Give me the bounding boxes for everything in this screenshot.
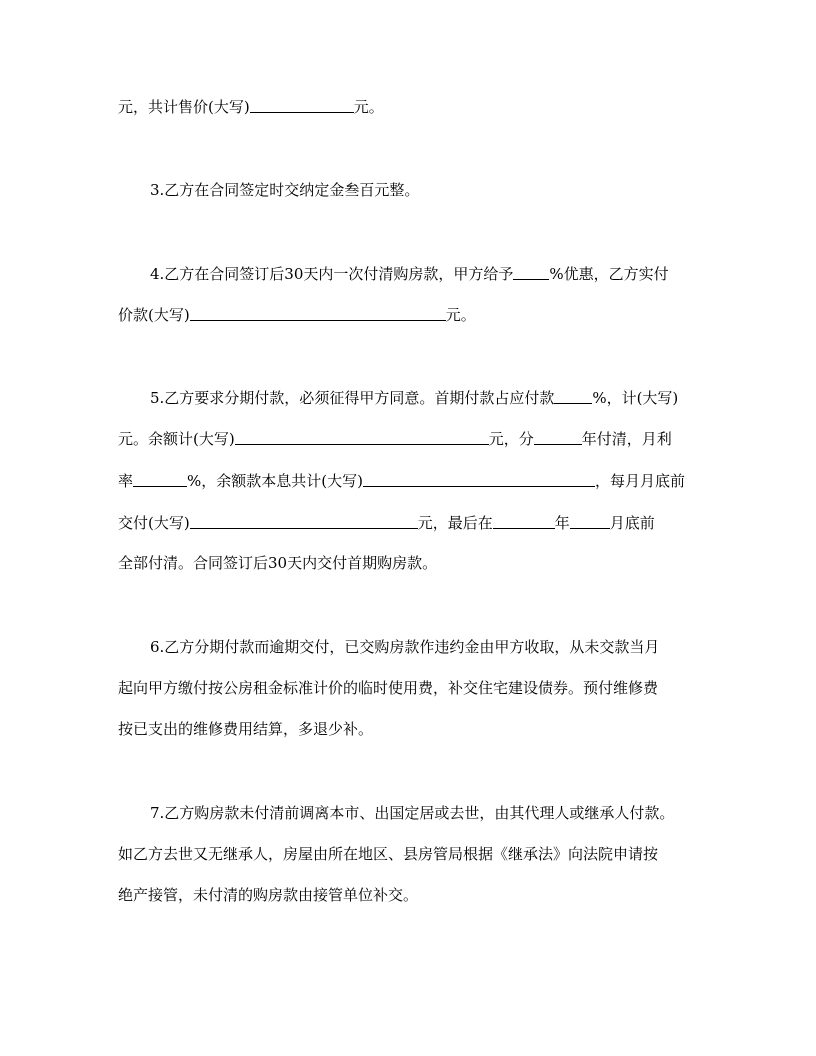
text-segment: %，余额款本息共计(大写) (187, 472, 363, 490)
text-segment: 绝产接管，未付清的购房款由接管单位补交。 (118, 886, 419, 904)
text-segment: ，每月月底前 (594, 472, 685, 490)
clause-5-line-1 (150, 386, 698, 410)
balance-amount-blank[interactable] (235, 428, 489, 445)
final-month-blank[interactable] (570, 512, 610, 529)
text-segment: 4.乙方在合同签订后30天内一次付清购房款，甲方给予 (150, 265, 514, 283)
clause-5-line-3 (118, 469, 698, 493)
text-segment: 5.乙方要求分期付款，必须征得甲方同意。首期付款占应付款 (150, 389, 555, 407)
clause-6-line-1 (150, 635, 698, 659)
installment-years-blank[interactable] (534, 428, 582, 445)
text-segment: 月底前 (609, 514, 655, 532)
text-segment: 率 (118, 472, 134, 490)
clause-5-line-2 (118, 427, 698, 451)
text-segment: 6.乙方分期付款而逾期交付，已交购房款作违约金由甲方收取，从未交款当月 (150, 638, 660, 656)
text-segment: 全部付清。合同签订后30天内交付首期购房款。 (118, 554, 438, 572)
actual-payment-blank[interactable] (190, 304, 446, 321)
text-segment: 元。 (445, 306, 476, 324)
text-segment: %，计(大写) (592, 389, 679, 407)
clause-3-text: 3.乙方在合同签定时交纳定金叁百元整。 (150, 181, 420, 199)
text-segment: 元。 (353, 98, 384, 116)
text-segment: 7.乙方购房款未付清前调离本市、出国定居或去世，由其代理人或继承人付款。 (150, 804, 675, 822)
down-payment-percent-blank[interactable] (554, 387, 592, 404)
text-segment: 交付(大写) (118, 514, 190, 532)
clause-7-line-2 (118, 842, 698, 866)
final-year-blank[interactable] (493, 512, 555, 529)
clause-6-line-3 (118, 717, 698, 741)
text-segment: 按已支出的维修费用结算，多退少补。 (118, 720, 374, 738)
text-segment: 元，最后在 (417, 514, 493, 532)
clause-5-line-4 (118, 511, 698, 535)
text-segment: 价款(大写) (118, 306, 190, 324)
clause-3 (150, 178, 698, 202)
clause-4-line-1 (150, 262, 698, 286)
text-segment: 元，共计售价(大写) (118, 98, 250, 116)
text-segment: 年付清，月利 (581, 430, 672, 448)
total-principal-interest-blank[interactable] (363, 470, 595, 487)
text-segment: %优惠，乙方实付 (549, 265, 669, 283)
clause-7-line-3 (118, 883, 698, 907)
clause-5-line-5 (118, 551, 698, 575)
discount-percent-blank[interactable] (513, 263, 549, 280)
text-segment: 起向甲方缴付按公房租金标准计价的临时使用费，补交住宅建设债券。预付维修费 (118, 679, 659, 697)
clause-6-line-2 (118, 676, 698, 700)
text-segment: 元。余额计(大写) (118, 430, 235, 448)
monthly-rate-blank[interactable] (133, 470, 187, 487)
clause-4-line-2 (118, 303, 698, 327)
text-segment: 如乙方去世又无继承人，房屋由所在地区、县房管局根据《继承法》向法院申请按 (118, 845, 659, 863)
fill-in-blank[interactable] (250, 96, 354, 113)
text-segment: 年 (554, 514, 570, 532)
monthly-payment-blank[interactable] (190, 512, 418, 529)
paragraph-prev-line-1 (118, 95, 698, 119)
text-segment: 元，分 (488, 430, 534, 448)
clause-7-line-1 (150, 801, 698, 825)
